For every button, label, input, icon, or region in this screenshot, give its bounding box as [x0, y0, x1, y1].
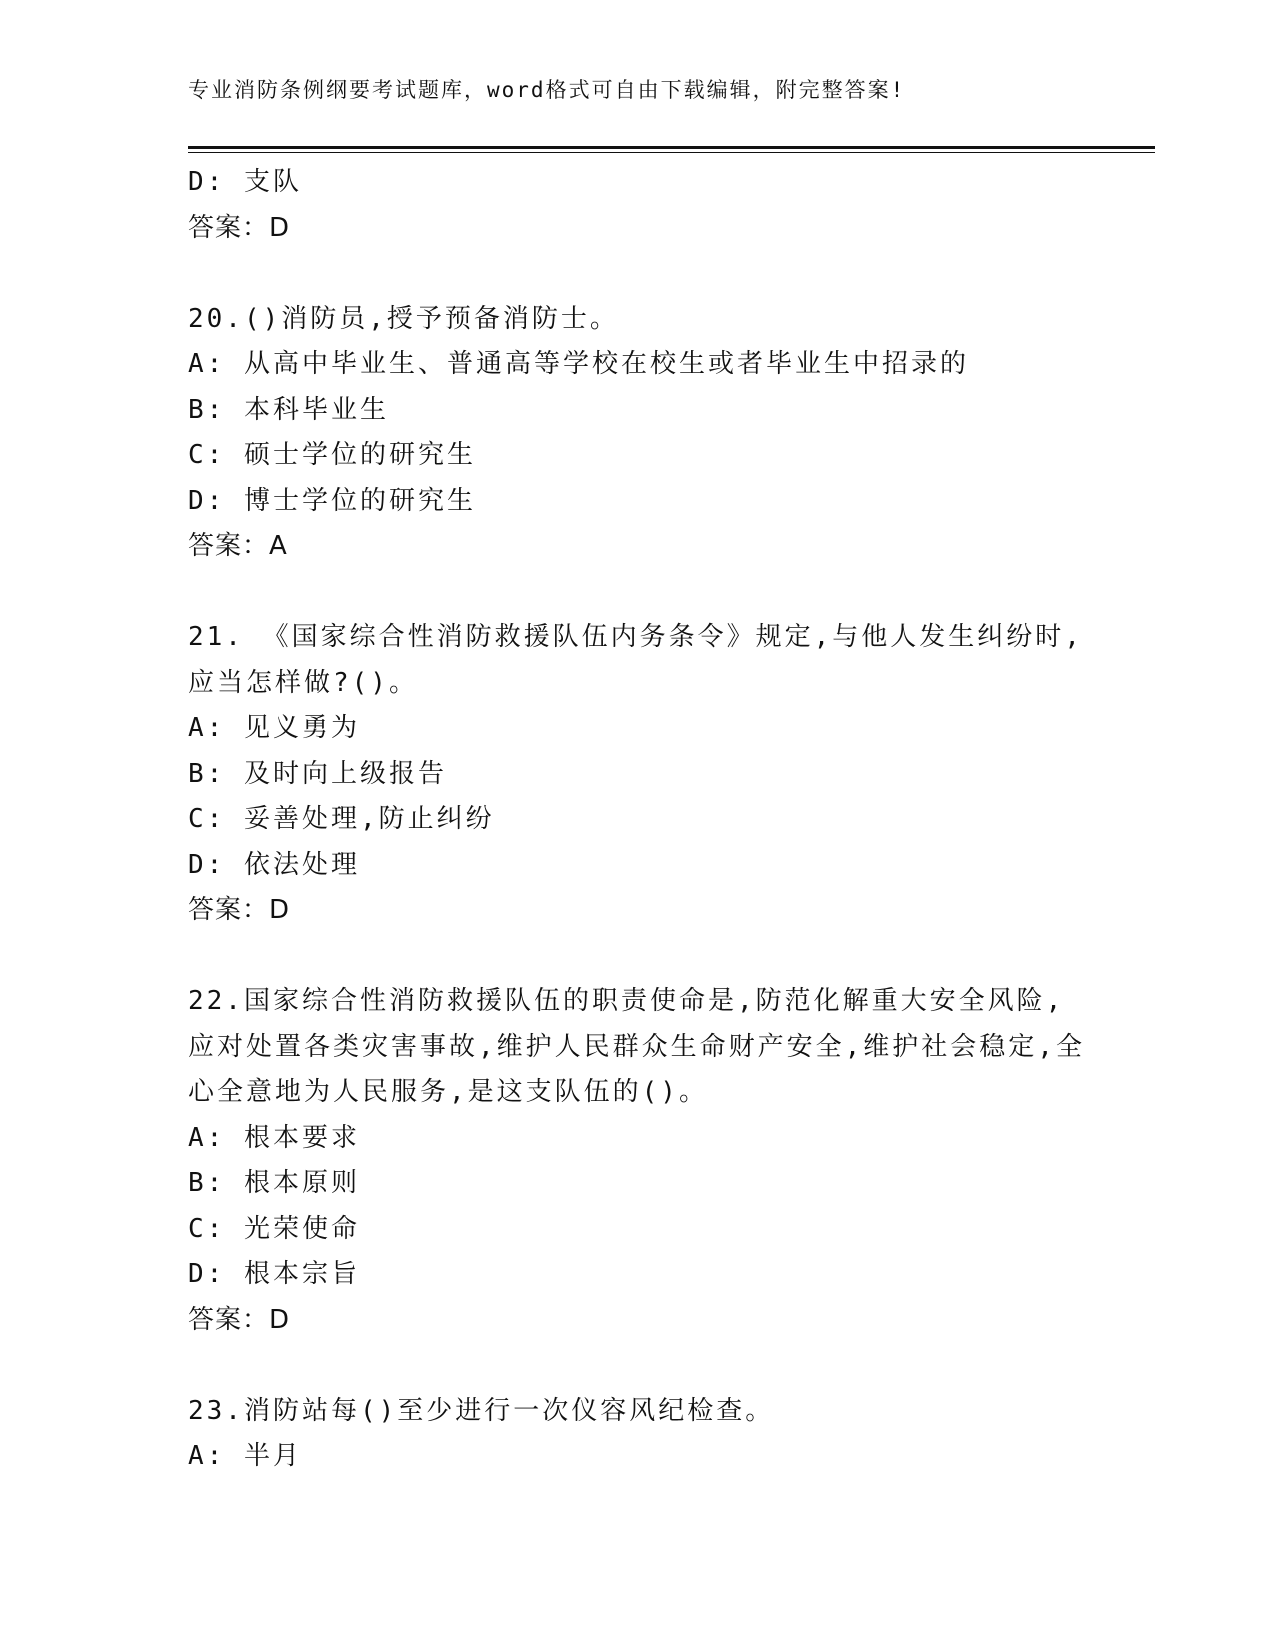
option-b: B: 本科毕业生 [188, 394, 389, 425]
option-a: A: 半月 [188, 1441, 302, 1471]
question-text: 应当怎样做?()。 [188, 667, 418, 698]
question-20 [188, 297, 1148, 570]
option-a: A: 根本要求 [188, 1122, 360, 1153]
spacer [188, 251, 1148, 297]
spacer [188, 1343, 1148, 1389]
option-d: D: 根本宗旨 [188, 1259, 360, 1289]
page-header: 专业消防条例纲要考试题库，word格式可自由下载编辑，附完整答案! [188, 78, 906, 102]
question-content [188, 160, 1148, 1480]
option-b: B: 及时向上级报告 [188, 758, 447, 789]
question-text: 应对处置各类灾害事故,维护人民群众生命财产安全,维护社会稳定,全 [188, 1031, 1085, 1062]
header-rule-thin [188, 152, 1155, 153]
option-c: C: 光荣使命 [188, 1213, 360, 1244]
spacer [188, 570, 1148, 616]
option-d-prev: D: 支队 [188, 167, 302, 197]
question-text: 心全意地为人民服务,是这支队伍的()。 [188, 1077, 708, 1107]
option-d: D: 依法处理 [188, 849, 360, 880]
option-a: A: 从高中毕业生、普通高等学校在校生或者毕业生中招录的 [188, 349, 969, 379]
answer-prev: 答案：D [188, 212, 291, 243]
question-22 [188, 979, 1148, 1343]
question-text: 22.国家综合性消防救援队伍的职责使命是,防范化解重大安全风险, [188, 986, 1065, 1016]
answer: 答案：D [188, 895, 291, 925]
question-21 [188, 615, 1148, 934]
option-a: A: 见义勇为 [188, 713, 360, 743]
spacer [188, 934, 1148, 980]
option-c: C: 妥善处理,防止纠纷 [188, 804, 495, 834]
answer: 答案：A [188, 531, 288, 561]
option-b: B: 根本原则 [188, 1168, 360, 1198]
header-rule-thick [188, 146, 1155, 149]
question-text: 23.消防站每()至少进行一次仪容风纪检查。 [188, 1395, 775, 1426]
question-23 [188, 1389, 1148, 1480]
question-text: 20.()消防员,授予预备消防士。 [188, 303, 619, 334]
option-c: C: 硕士学位的研究生 [188, 440, 476, 470]
answer: 答案：D [188, 1304, 291, 1335]
option-d: D: 博士学位的研究生 [188, 485, 476, 516]
question-text: 21. 《国家综合性消防救援队伍内务条令》规定,与他人发生纠纷时, [188, 622, 1083, 652]
